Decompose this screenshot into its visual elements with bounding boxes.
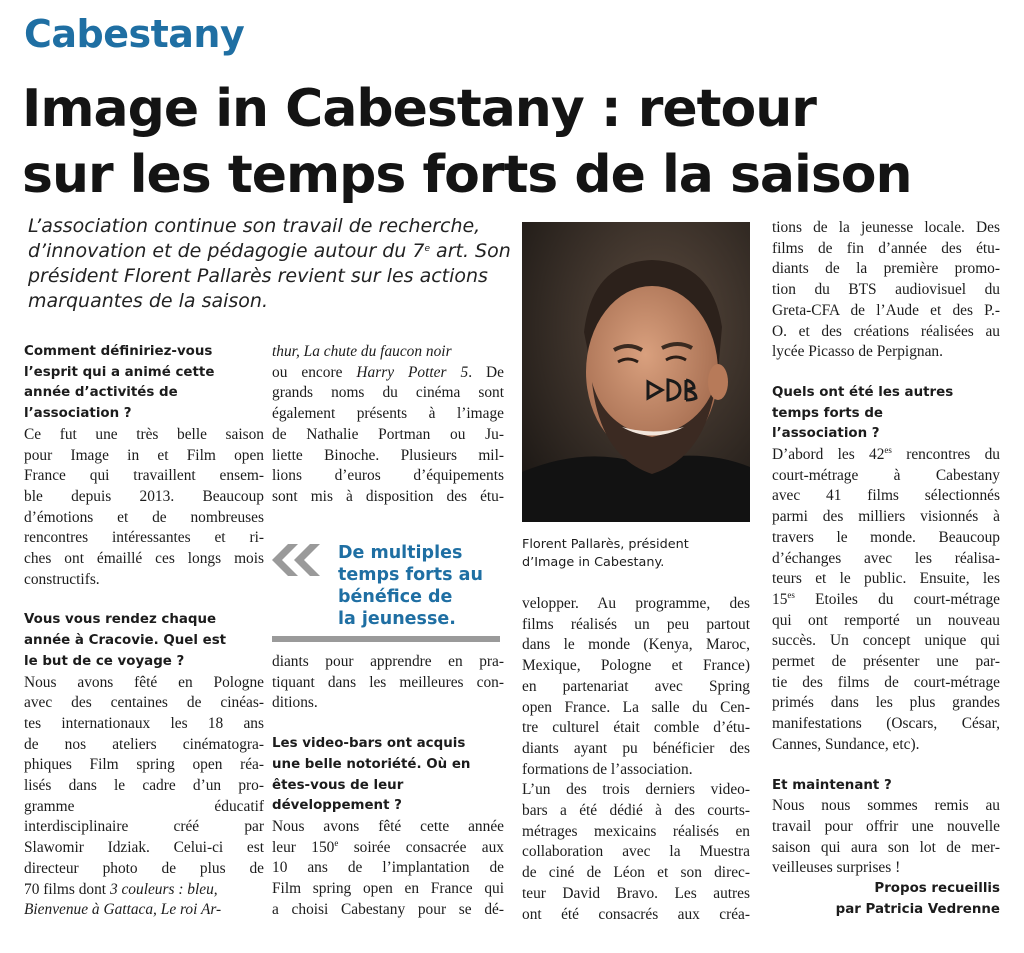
portrait-photo <box>522 222 750 522</box>
answer-paragraph: velopper. Au programme, des films réalisés un peu partout dans le monde (Kenya, Maroc, Mexique, Pologne et France) en partenariat avec Spring open France. La salle du Cen- tre culturel était comble d’étu- diants ayant pu bénéficier des formations de l’association. L’un des trois derniers video- bars a été dédié à des courts- métrages mexicains réalisés en collaboration avec la Muestra de ciné de Léon et son direc- teur David Bravo. Les autres ont été consacrés aux créa- <box>522 595 750 923</box>
article-column-2 <box>272 342 504 508</box>
answer-paragraph: tions de la jeunesse locale. Des films de fin d’année des étu- diants de la première promo- tion du BTS audiovisuel du Greta-CFA de l’Aude et des P.- O. et des créations réalisées au lycée Picasso de Perpignan. <box>772 219 1000 361</box>
divider <box>272 636 500 642</box>
article-column-3 <box>522 594 750 925</box>
headline-line: Image in Cabestany : retour <box>22 79 816 139</box>
question-heading: Et maintenant ? <box>772 777 892 793</box>
pull-quote <box>272 542 502 634</box>
answer-paragraph: thur, La chute du faucon noir ou encore Harry Potter 5. De grands noms du cinéma sont également présents à l’image de Nathalie Portman ou Ju- liette Binoche. Plusieurs mil- lions d’euros d’équipements sont mis à disposition des étu- <box>272 343 504 505</box>
answer-paragraph: Nous avons fêté cette année leur 150e soirée consacrée aux 10 ans de l’implantation de Film spring open en France qui a choisi Cabestany pour se dé- <box>272 817 504 918</box>
headline-line: sur les temps forts de la saison <box>22 145 912 205</box>
article-column-1 <box>24 342 264 921</box>
photo-caption: Florent Pallarès, président d’Image in Cabestany. <box>522 537 689 570</box>
answer-paragraph: diants pour apprendre en pra- tiquant dans les meilleures con- ditions. <box>272 653 504 712</box>
question-heading: Quels ont été les autres temps forts de l’association ? <box>772 384 954 442</box>
standfirst: L’association continue son travail de recherche, d’innovation et de pédagogie autour du 7e art. Son président Florent Pallarès revient sur les actions marquantes de la saison. <box>28 215 511 312</box>
portrait-illustration <box>522 222 750 522</box>
section-label: Cabestany <box>24 12 245 56</box>
question-heading: Les video-bars ont acquis une belle notoriété. Où en êtes-vous de leur développement ? <box>272 736 471 814</box>
quote-arrows-icon <box>272 542 324 578</box>
answer-paragraph: Ce fut une très belle saison pour Image in et Film open France qui travaillent ensem- ble depuis 2013. Beaucoup d’émotions et de nombreuses rencontres intéressantes et ri- ches ont émaillé ces longs mois constructifs. <box>24 425 264 588</box>
question-heading: Comment définiriez-vous l’esprit qui a animé cette année d’activités de l’association ? <box>24 344 215 422</box>
question-heading: Vous vous rendez chaque année à Cracovie. Quel est le but de ce voyage ? <box>24 612 227 669</box>
answer-paragraph: Nous nous sommes remis au travail pour offrir une nouvelle saison qui aura son lot de mer- veilleuses surprises ! <box>772 797 1000 877</box>
headline <box>22 76 1012 208</box>
article-column-4 <box>772 218 1000 921</box>
article-column-2-continued <box>272 652 504 920</box>
pull-quote-text: De multiples temps forts au bénéfice de la jeunesse. <box>338 543 483 629</box>
author-signature: Propos recueillis par Patricia Vedrenne <box>835 881 1000 917</box>
answer-paragraph: Nous avons fêté en Pologne avec des centaines de cinéas- tes internationaux les 18 ans de nos ateliers cinématogra- phiques Film spring open réa- lisés dans le cadre d’un pro- gramme éducatif interdisciplinaire créé par Slawomir Idziak. Celui-ci est directeur photo de plus de 70 films dont 3 couleurs : bleu, Bienvenue à Gattaca, Le roi Ar- <box>24 673 264 919</box>
answer-paragraph: D’abord les $42^{es}$ rencontres du court-métrage à Cabestany avec 41 films sélectionnés parmi des milliers visionnés à travers le monde. Beaucoup d’échanges avec les réalisa- teurs et le public. Ensuite, les $15^{es}$ Etoiles du court-métrage qui ont remporté un nouveau succès. Un concept unique qui permet de présenter une par- tie des films de court-métrage primés dans les plus grandes manifestations (Oscars, César, Cannes, Sundance, etc). <box>772 445 1000 753</box>
